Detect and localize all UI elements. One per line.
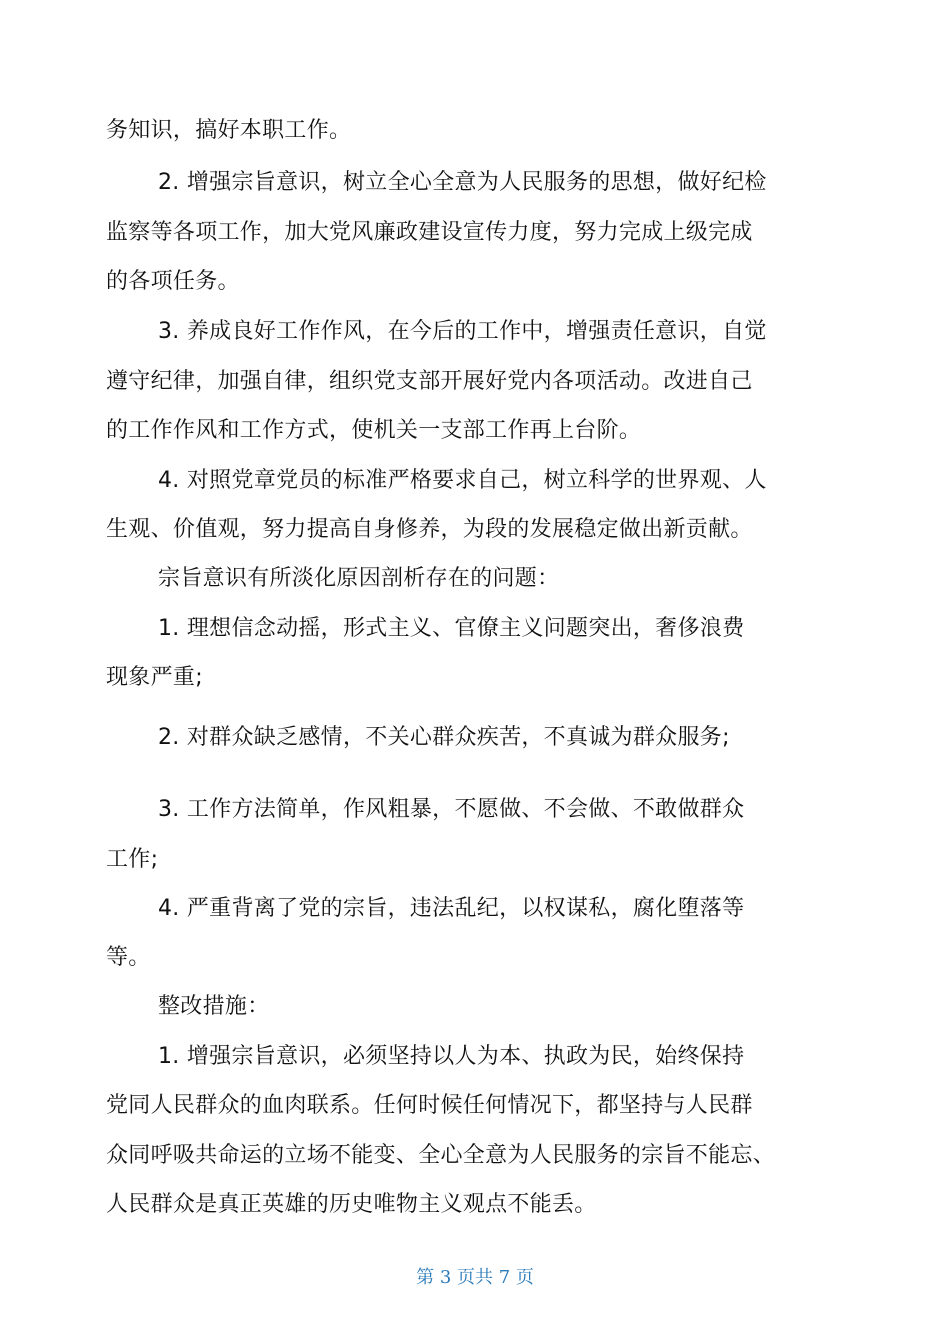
text-line: 工作; [106, 847, 159, 872]
section-heading: 宗旨意识有所淡化原因剖析存在的问题： [158, 566, 560, 591]
text-line: 2. 增强宗旨意识，树立全心全意为人民服务的思想，做好纪检 [158, 170, 767, 195]
text-line: 1. 理想信念动摇，形式主义、官僚主义问题突出，奢侈浪费 [158, 616, 745, 641]
text-line: 的工作作风和工作方式，使机关一支部工作再上台阶。 [106, 418, 642, 443]
text-line: 人民群众是真正英雄的历史唯物主义观点不能丢。 [106, 1192, 597, 1217]
text-line: 遵守纪律，加强自律，组织党支部开展好党内各项活动。改进自己 [106, 369, 753, 394]
text-line: 生观、价值观，努力提高自身修养，为段的发展稳定做出新贡献。 [106, 517, 753, 542]
text-line: 等。 [106, 945, 151, 970]
text-line: 监察等各项工作，加大党风廉政建设宣传力度，努力完成上级完成 [106, 220, 753, 245]
page-number-footer: 第 3 页共 7 页 [416, 1267, 534, 1288]
section-heading: 整改措施： [158, 994, 270, 1019]
text-line: 4. 对照党章党员的标准严格要求自己，树立科学的世界观、人 [158, 468, 767, 493]
text-line: 1. 增强宗旨意识，必须坚持以人为本、执政为民，始终保持 [158, 1044, 745, 1069]
text-line: 现象严重; [106, 665, 203, 690]
text-line: 4. 严重背离了党的宗旨，违法乱纪，以权谋私，腐化堕落等 [158, 896, 745, 921]
text-line: 3. 养成良好工作作风，在今后的工作中，增强责任意识，自觉 [158, 319, 767, 344]
text-line: 3. 工作方法简单，作风粗暴，不愿做、不会做、不敢做群众 [158, 797, 745, 822]
text-line: 的各项任务。 [106, 269, 240, 294]
text-line: 众同呼吸共命运的立场不能变、全心全意为人民服务的宗旨不能忘、 [106, 1143, 776, 1168]
text-line: 2. 对群众缺乏感情，不关心群众疾苦，不真诚为群众服务; [158, 725, 730, 750]
text-line: 党同人民群众的血肉联系。任何时候任何情况下，都坚持与人民群 [106, 1093, 753, 1118]
text-line: 务知识，搞好本职工作。 [106, 118, 352, 143]
